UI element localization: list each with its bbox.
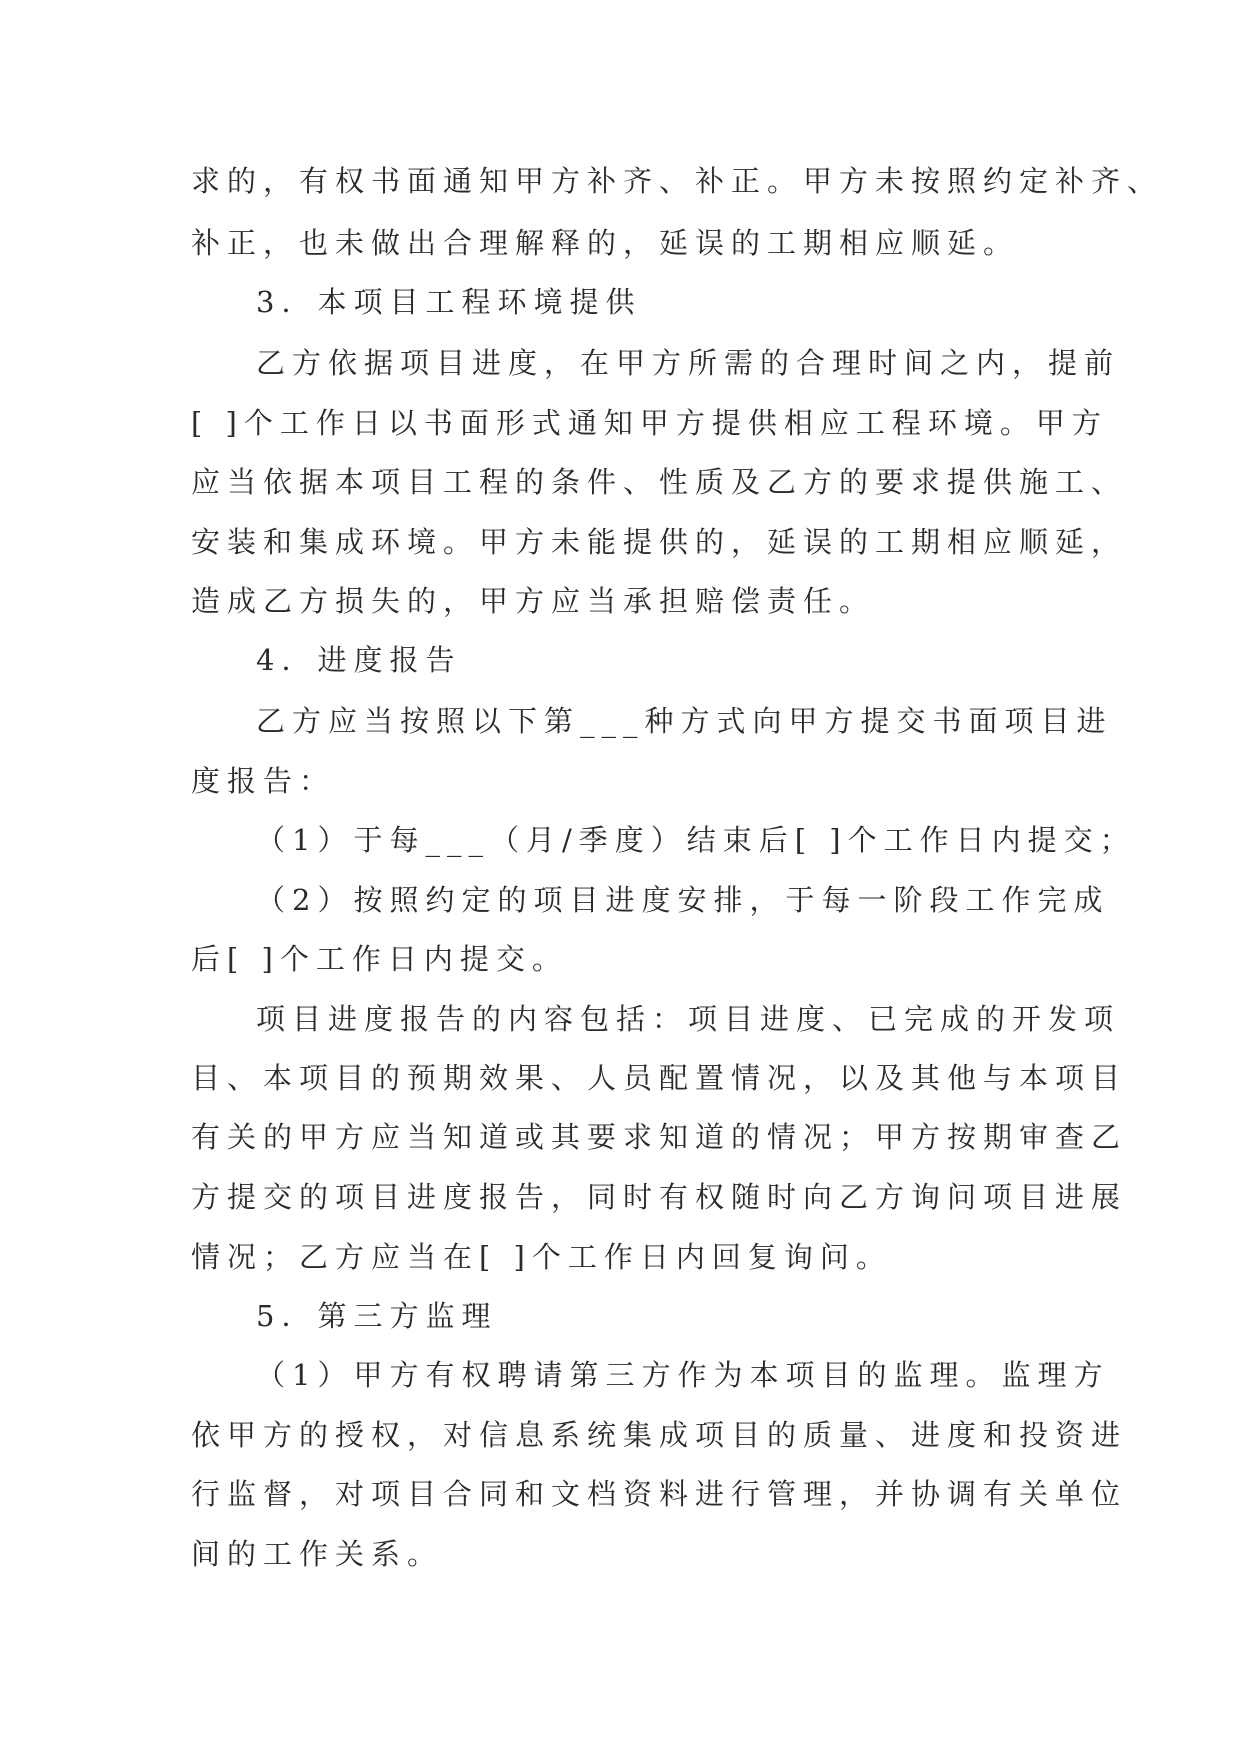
- section-heading: 4．进度报告: [256, 643, 462, 677]
- body-text-line: 项目进度报告的内容包括：项目进度、已完成的开发项: [256, 1002, 1121, 1036]
- list-item-continuation: 后[ ]个工作日内提交。: [191, 942, 568, 976]
- body-text-line: 依甲方的授权，对信息系统集成项目的质量、进度和投资进: [191, 1418, 1128, 1452]
- body-text-line: 补正，也未做出合理解释的，延误的工期相应顺延。: [191, 226, 1020, 260]
- list-item: （2）按照约定的项目进度安排，于每一阶段工作完成: [256, 883, 1110, 917]
- body-text-line: 目、本项目的预期效果、人员配置情况，以及其他与本项目: [191, 1061, 1128, 1095]
- body-text-line: 乙方依据项目进度，在甲方所需的合理时间之内，提前: [256, 346, 1121, 380]
- body-text-line: 有关的甲方应当知道或其要求知道的情况；甲方按期审查乙: [191, 1120, 1128, 1154]
- body-text-line: 求的，有权书面通知甲方补齐、补正。甲方未按照约定补齐、: [191, 164, 1164, 198]
- section-heading: 3．本项目工程环境提供: [256, 285, 642, 319]
- body-text-line: 度报告：: [191, 764, 336, 798]
- body-text-line: 间的工作关系。: [191, 1537, 444, 1571]
- body-text-line: 安装和集成环境。甲方未能提供的，延误的工期相应顺延，: [191, 525, 1128, 559]
- list-item: （1）甲方有权聘请第三方作为本项目的监理。监理方: [256, 1358, 1110, 1392]
- body-text-line: 行监督，对项目合同和文档资料进行管理，并协调有关单位: [191, 1477, 1128, 1511]
- list-item: （1）于每___（月/季度）结束后[ ]个工作日内提交；: [256, 823, 1136, 857]
- section-heading: 5．第三方监理: [256, 1299, 498, 1333]
- body-text-line: 造成乙方损失的，甲方应当承担赔偿责任。: [191, 584, 876, 618]
- body-text-line: [ ]个工作日以书面形式通知甲方提供相应工程环境。甲方: [191, 406, 1108, 440]
- body-text-line: 方提交的项目进度报告，同时有权随时向乙方询问项目进展: [191, 1180, 1128, 1214]
- body-text-line: 乙方应当按照以下第___种方式向甲方提交书面项目进: [256, 704, 1113, 738]
- body-text-line: 应当依据本项目工程的条件、性质及乙方的要求提供施工、: [191, 465, 1128, 499]
- body-text-line: 情况；乙方应当在[ ]个工作日内回复询问。: [191, 1240, 892, 1274]
